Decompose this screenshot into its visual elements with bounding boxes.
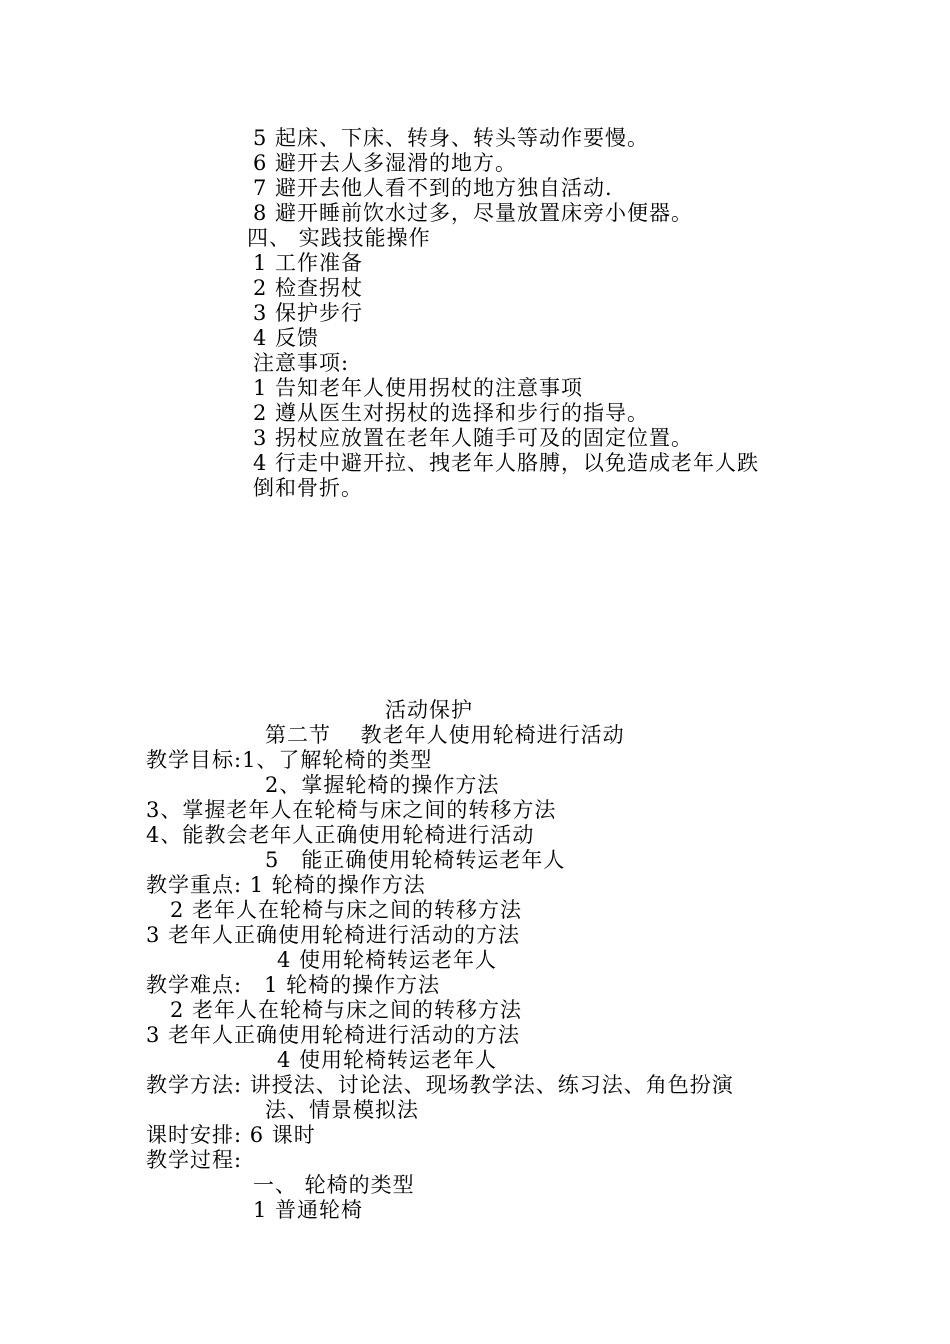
- list-item: 5 起床、下床、转身、转头等动作要慢。: [253, 126, 650, 150]
- step-item: 3 保护步行: [253, 301, 364, 325]
- chapter-title: 活动保护: [385, 698, 473, 722]
- process-section-heading: 一、 轮椅的类型: [253, 1173, 415, 1197]
- note-item-continuation: 倒和骨折。: [253, 476, 363, 500]
- difficulty-line: 教学难点: 1 轮椅的操作方法: [146, 973, 441, 997]
- section-heading: 四、 实践技能操作: [247, 226, 431, 250]
- process-item: 1 普通轮椅: [253, 1198, 364, 1222]
- methods-line: 教学方法: 讲授法、讨论法、现场教学法、练习法、角色扮演: [146, 1073, 734, 1097]
- list-item: 6 避开去人多湿滑的地方。: [253, 151, 518, 175]
- note-item: 3 拐杖应放置在老年人随手可及的固定位置。: [253, 426, 694, 450]
- goal-line: 3、掌握老年人在轮椅与床之间的转移方法: [146, 798, 557, 822]
- note-item: 1 告知老年人使用拐杖的注意事项: [253, 376, 584, 400]
- methods-line-continuation: 法、情景模拟法: [265, 1098, 419, 1122]
- notes-heading: 注意事项:: [253, 351, 350, 375]
- step-item: 2 检查拐杖: [253, 276, 364, 300]
- key-point-line: 4 使用轮椅转运老年人: [277, 948, 498, 972]
- goal-line: 5 能正确使用轮椅转运老年人: [265, 848, 566, 872]
- difficulty-line: 4 使用轮椅转运老年人: [277, 1048, 498, 1072]
- difficulty-line: 3 老年人正确使用轮椅进行活动的方法: [146, 1023, 521, 1047]
- hours-line: 课时安排: 6 课时: [146, 1123, 316, 1147]
- section-title: 第二节 教老年人使用轮椅进行活动: [265, 723, 625, 747]
- list-item: 7 避开去他人看不到的地方独自活动.: [253, 176, 613, 200]
- step-item: 1 工作准备: [253, 251, 364, 275]
- process-heading: 教学过程:: [146, 1148, 243, 1172]
- key-point-line: 教学重点: 1 轮椅的操作方法: [146, 873, 426, 897]
- difficulty-line: 2 老年人在轮椅与床之间的转移方法: [170, 998, 523, 1022]
- key-point-line: 3 老年人正确使用轮椅进行活动的方法: [146, 923, 521, 947]
- note-item: 2 遵从医生对拐杖的选择和步行的指导。: [253, 401, 650, 425]
- list-item: 8 避开睡前饮水过多，尽量放置床旁小便器。: [253, 201, 694, 225]
- goal-line: 2、掌握轮椅的操作方法: [265, 773, 500, 797]
- note-item: 4 行走中避开拉、拽老年人胳膊，以免造成老年人跌: [253, 451, 760, 475]
- goal-line: 教学目标:1、了解轮椅的类型: [146, 748, 433, 772]
- key-point-line: 2 老年人在轮椅与床之间的转移方法: [170, 898, 523, 922]
- step-item: 4 反馈: [253, 326, 320, 350]
- goal-line: 4、能教会老年人正确使用轮椅进行活动: [146, 823, 535, 847]
